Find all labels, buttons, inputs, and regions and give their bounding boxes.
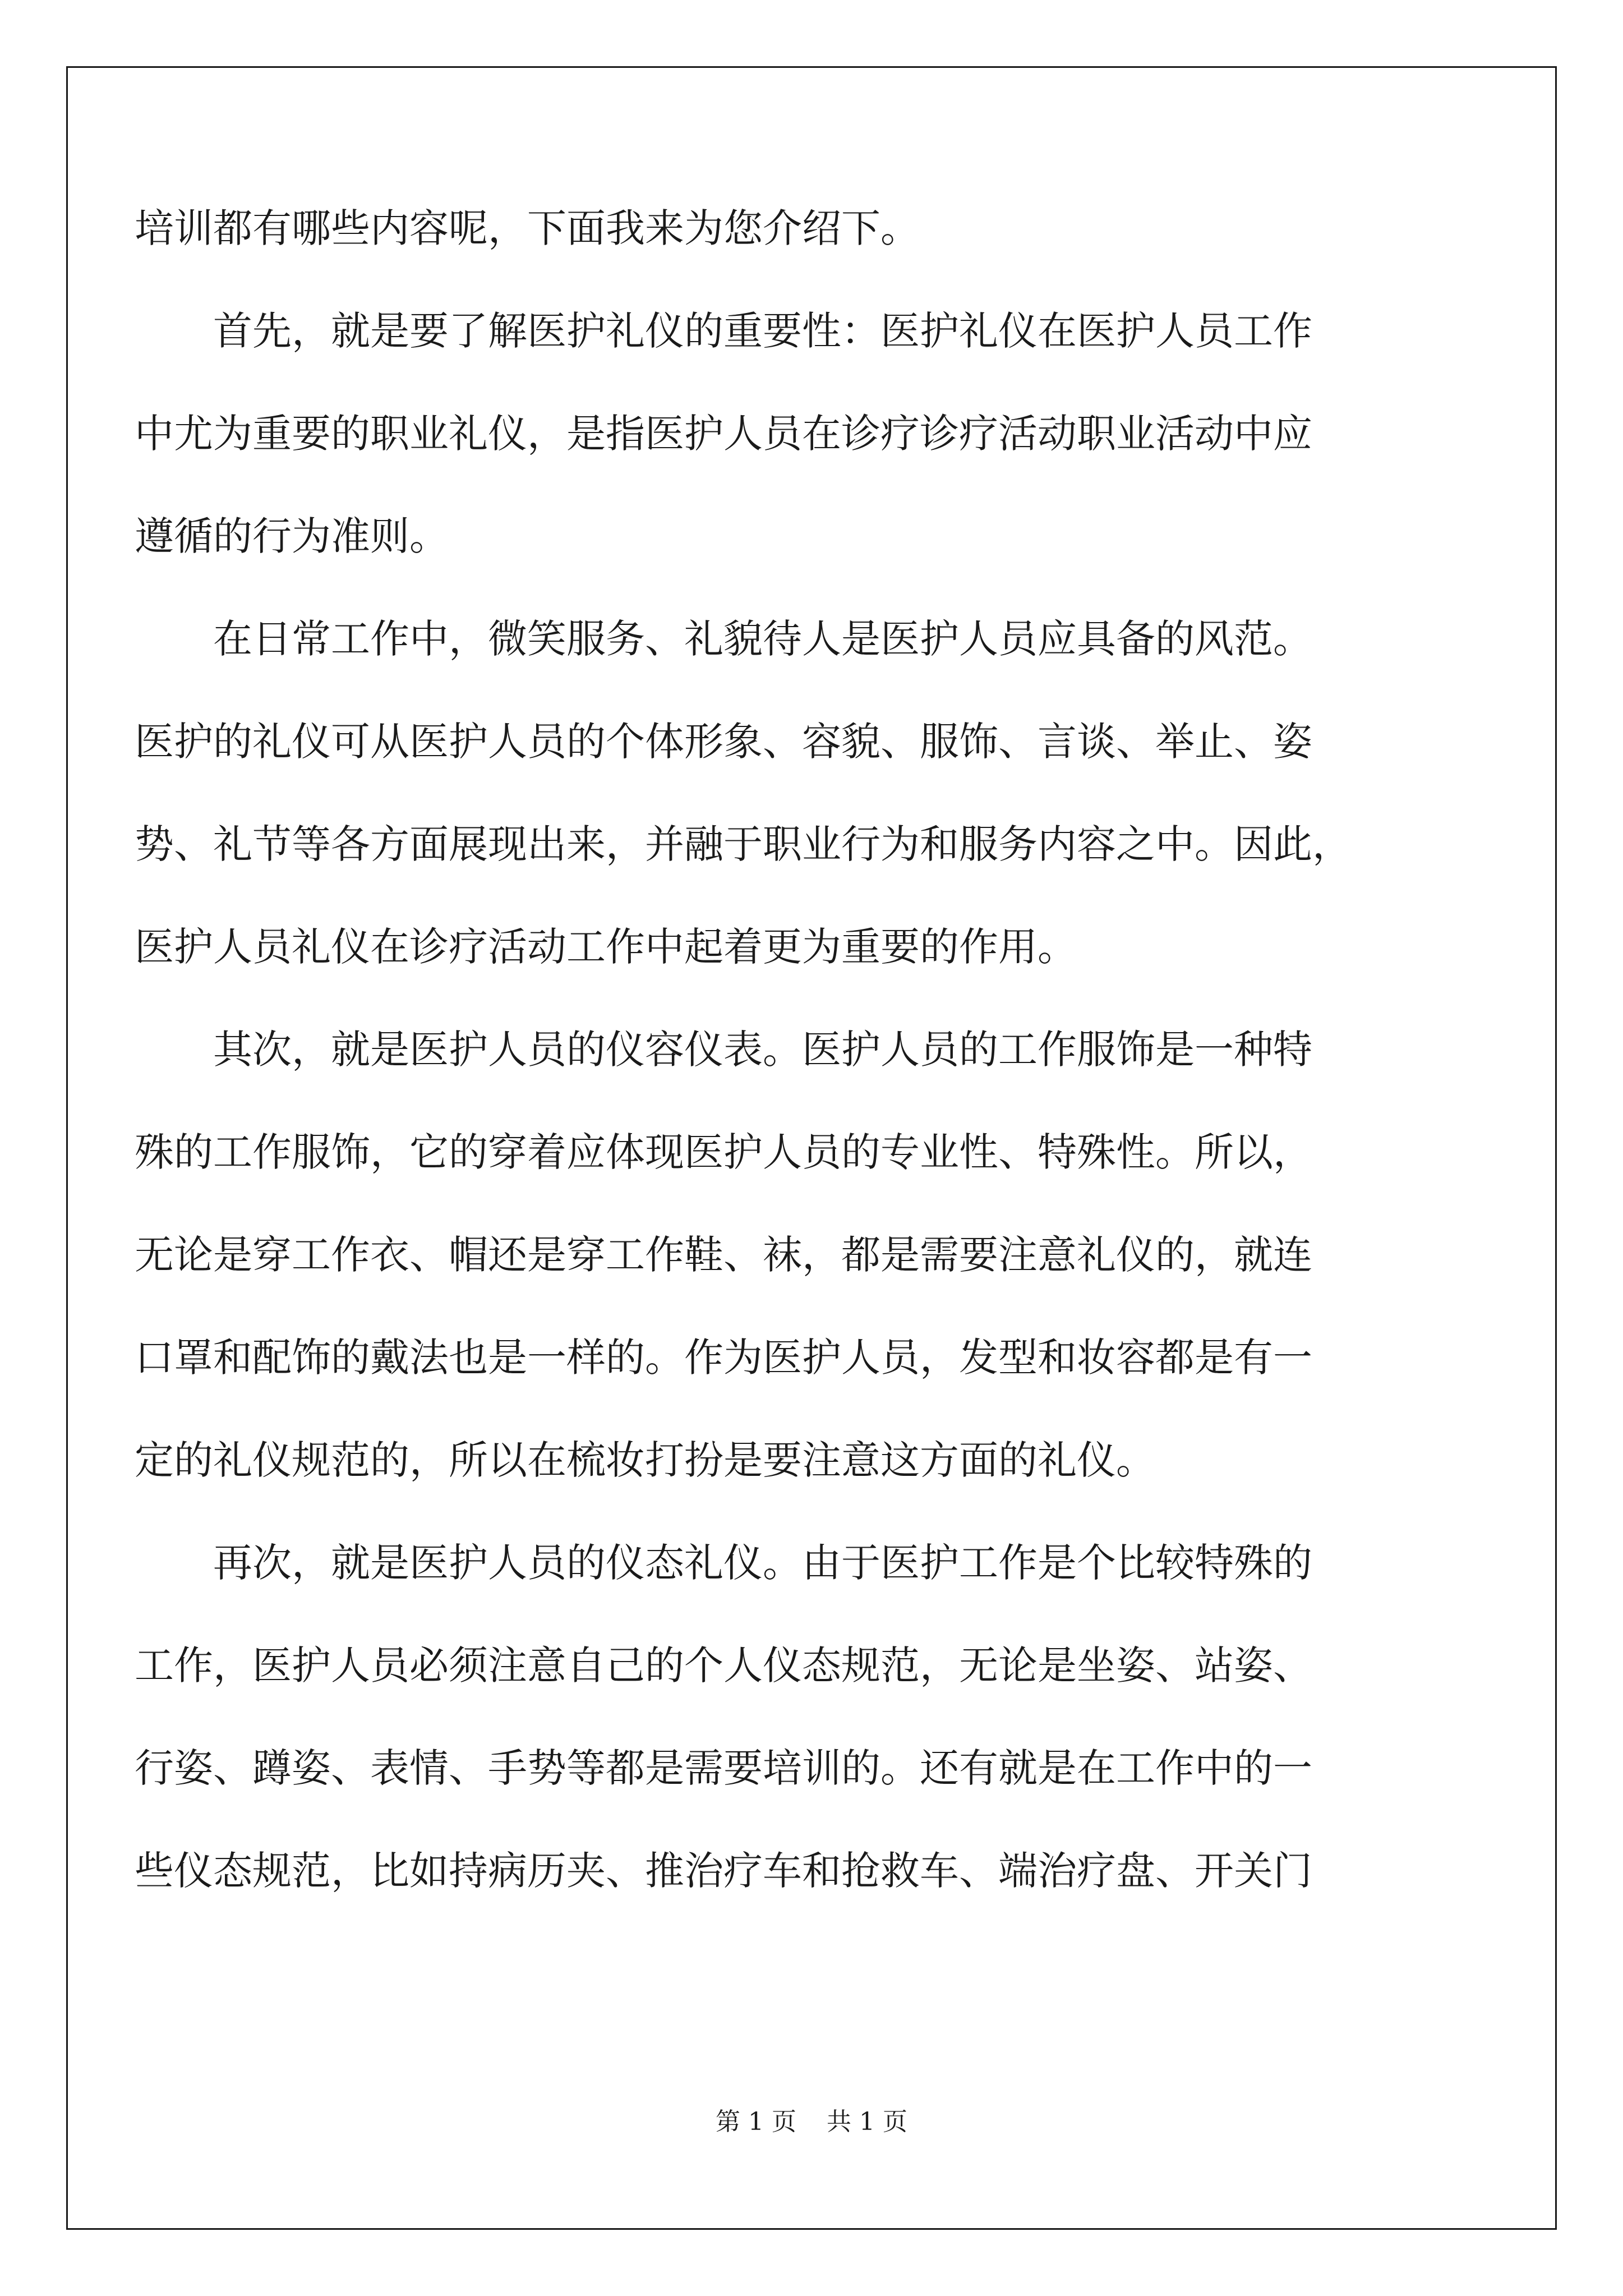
page-number: 第 1 页: [716, 2108, 796, 2136]
text-line: 医护人员礼仪在诊疗活动工作中起着更为重要的作用。: [135, 924, 1077, 970]
paragraph-first-line: 再次，就是医护人员的仪态礼仪。由于医护工作是个比较特殊的: [213, 1540, 1312, 1586]
text-line: 定的礼仪规范的，所以在梳妆打扮是要注意这方面的礼仪。: [135, 1437, 1155, 1483]
paragraph-first-line: 首先，就是要了解医护礼仪的重要性：医护礼仪在医护人员工作: [213, 308, 1312, 354]
text-line: 医护的礼仪可从医护人员的个体形象、容貌、服饰、言谈、举止、姿: [135, 719, 1312, 765]
text-line: 无论是穿工作衣、帽还是穿工作鞋、袜，都是需要注意礼仪的，就连: [135, 1232, 1312, 1278]
text-line: 工作，医护人员必须注意自己的个人仪态规范，无论是坐姿、站姿、: [135, 1642, 1312, 1688]
text-line: 些仪态规范，比如持病历夹、推治疗车和抢救车、端治疗盘、开关门: [135, 1848, 1312, 1894]
page-total: 共 1 页: [827, 2108, 907, 2136]
text-line: 势、礼节等各方面展现出来，并融于职业行为和服务内容之中。因此，: [135, 821, 1352, 867]
paragraph-first-line: 其次，就是医护人员的仪容仪表。医护人员的工作服饰是一种特: [213, 1027, 1312, 1073]
text-line: 行姿、蹲姿、表情、手势等都是需要培训的。还有就是在工作中的一: [135, 1745, 1312, 1791]
text-line: 遵循的行为准则。: [135, 513, 449, 559]
text-line: 中尤为重要的职业礼仪，是指医护人员在诊疗诊疗活动职业活动中应: [135, 411, 1312, 457]
text-line: 殊的工作服饰，它的穿着应体现医护人员的专业性、特殊性。所以，: [135, 1129, 1312, 1175]
paragraph-first-line: 在日常工作中，微笑服务、礼貌待人是医护人员应具备的风范。: [213, 616, 1312, 662]
text-line: 培训都有哪些内容呢，下面我来为您介绍下。: [135, 205, 920, 251]
text-line: 口罩和配饰的戴法也是一样的。作为医护人员，发型和妆容都是有一: [135, 1335, 1312, 1381]
page-footer: [0, 2106, 1623, 2138]
